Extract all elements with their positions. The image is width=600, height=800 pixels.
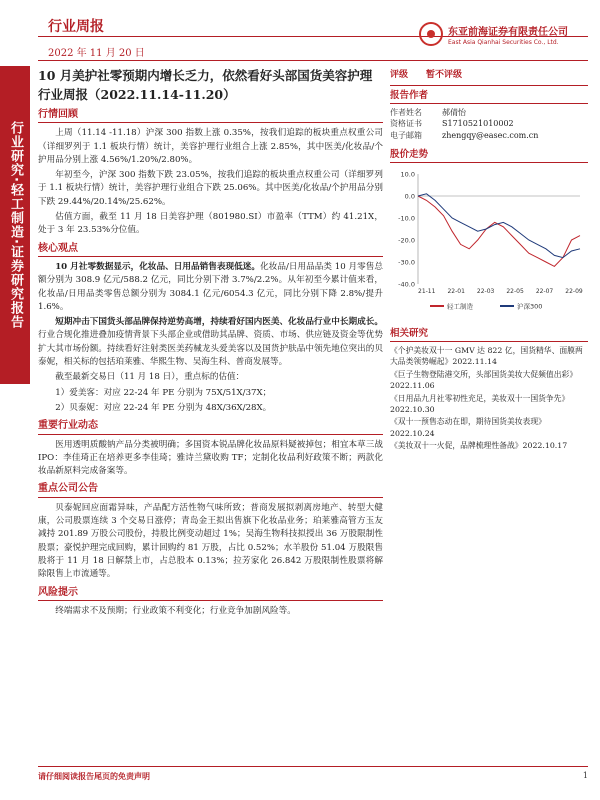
analyst-row: [390, 107, 588, 119]
paragraph-text: 行业合规化推进叠加疫情背景下头部企业或借助其品牌、资质、市场、供应链及资金等优势扩大其市场份额。持续看好注射类医美药械龙头爱美客以及国货护肤品中领先地位突出的贝泰妮，相关标的包括珀莱雅、华熙生物、吴海生科、普商发展等。: [38, 330, 383, 368]
chart-heading: 股价走势: [390, 145, 588, 163]
paragraph-text: 终端需求不及预期；行业政策不利变化；行业竞争加剧风险等。: [55, 605, 296, 616]
disclaimer-note: 请仔细阅读报告尾页的免责声明: [38, 772, 150, 781]
related-item[interactable]: 《巨子生物登陆港交所，头部国货美妆大促频值出彩》2022.11.06: [390, 369, 578, 391]
paragraph: [38, 371, 383, 384]
related-item[interactable]: 《美妆双十一火促，品牌梳理性备战》2022.10.17: [390, 441, 568, 451]
paragraph: [38, 169, 383, 209]
analyst-value: 郝倩怡: [442, 107, 466, 117]
paragraph: [38, 127, 383, 167]
paragraph: [38, 316, 383, 369]
analyst-key: 作者姓名: [390, 107, 422, 117]
stock-chart: [390, 166, 588, 318]
analyst-row: [390, 130, 588, 142]
paragraph-text: 上周（11.14 -11.18）沪深 300 指数上涨 0.35%，按我们追踪的板块重点权重公司（详细罗列于 1.1 板块行情）统计，美容护理行业组合上涨 2.85%，其中医美/化妆品/个护用品分别上涨 4.56%/1.20%/2.80%。: [38, 128, 383, 165]
report-date: 2022 年 11 月 20 日: [48, 48, 145, 59]
paragraph: [38, 605, 383, 618]
analyst-key: 电子邮箱: [390, 130, 422, 140]
y-tick-label: 10.0: [400, 170, 415, 179]
sidebar-banner: 行业研究·轻工制造·证券研究报告: [0, 66, 30, 384]
x-tick-label: 22-01: [447, 288, 465, 296]
related-heading: 相关研究: [390, 324, 588, 342]
legend-label: 沪深300: [517, 302, 543, 311]
section-heading: 风险提示: [38, 586, 383, 601]
related-item[interactable]: 《日用品九月社零初性充足，美妆双十一国货争先》2022.10.30: [390, 393, 570, 414]
section-heading: 重点公司公告: [38, 482, 383, 497]
analyst-heading: 报告作者: [390, 86, 588, 104]
x-tick-label: 22-03: [476, 288, 495, 296]
report-category: 行业周报: [48, 19, 104, 35]
paragraph-text: 截至最新交易日（11 月 18 日），重点标的估值：: [55, 372, 245, 383]
analyst-info: [390, 107, 588, 142]
stock-chart-svg: [390, 166, 588, 318]
report-title: 10 月美护社零预期内增长乏力，依然看好头部国货美容护理行业周报（2022.11.14-11.20）: [38, 68, 373, 102]
paragraph-text: 贝泰妮回应面霜异味，产品配方活性物气味所致；普商发展拟剥离房地产、转型大健康，公司股票连续 3 个交易日涨停；青岛金王拟出售旗下化妆品业务；珀莱雅高管方玉友减持 201.89 万股公司股份，持股比例变动超过 1%；吴海生物科技拟授出 36 万股限制性股票；豪悦护理完成回购，累计回购约 81 万股，占比 0.52%；水羊股份 51.04 万股限售股将于 11 月 18 日解禁上市，占总股本 0.13%；拉芳家化 26.842 万股限制性股票将解除限售上市流通等。: [38, 502, 383, 580]
paragraph-lead: 短期冲击下国货头部品牌保持逆势高增，持续看好国内医美、化妆品行业中长期成长。: [55, 317, 383, 328]
related-list: [390, 345, 588, 452]
y-tick-label: -40.0: [398, 280, 415, 289]
rating-label: 评级: [390, 70, 409, 80]
paragraph-text: 1）爱美客：对应 22-24 年 PE 分别为 75X/51X/37X；: [55, 387, 272, 398]
paragraph-text: 年初至今，沪深 300 指数下跌 23.05%，按我们追踪的板块重点权重公司（详细罗列于 1.1 板块行情）统计，美容护理行业组合下跌 25.06%。其中医美/化妆品/个护用品分别下跌 29.44%/20.14%/25.62%。: [38, 170, 383, 207]
analyst-value: S1710521010002: [442, 119, 514, 129]
paragraph: [38, 387, 383, 400]
analyst-key: 资格证书: [390, 119, 422, 129]
paragraph-text: 医用透明质酸钠产品分类被明确；多国资本锐品牌化妆品原料疑被掉包；相宜本草三战 IPO：李佳琦正在培养更多李佳琦；雅诗兰黛收购 TF；定制化妆品利好政策不断；两款化妆品新原料完成备案等。: [38, 439, 383, 477]
paragraph-text: 估值方面，截至 11 月 18 日美容护理（801980.SI）市盈率（TTM）约 41.21X，处于 3 年 23.53%分位值。: [38, 212, 383, 236]
paragraph: [38, 502, 383, 582]
rating-value: 暂不评级: [426, 70, 463, 80]
x-tick-label: 22-09: [565, 288, 583, 296]
y-tick-label: 0.0: [404, 192, 415, 201]
paragraph-lead: 10 月社零数据显示，化妆品、日用品销售表现低迷。: [55, 261, 261, 272]
paragraph: [38, 439, 383, 479]
legend-label: 轻工制造: [447, 302, 473, 311]
related-item[interactable]: 《个护美妆双十一 GMV 达 822 亿，国货精华、面膜两大品类领势崛起》2022.11.14: [390, 345, 583, 367]
header-divider-bottom: [38, 60, 588, 61]
main-column: [38, 66, 383, 620]
x-tick-label: 22-07: [535, 288, 554, 296]
page-header: [12, 0, 588, 64]
paragraph-text: 2）贝泰妮：对应 22-24 年 PE 分别为 48X/36X/28X。: [55, 402, 272, 413]
paragraph-text: 化妆品/日用品品类 10 月零售总额分别为 308.9 亿元/588.2 亿元，同比分别下滑 3.7%/2.2%。从年初至今累计值来看，化妆品/日用品类零售总额分别为 3084.1 亿元/6054.3 亿元，同比分别下降 2.8%/提升 1.6%。: [38, 261, 384, 312]
y-tick-label: -10.0: [398, 214, 415, 223]
analyst-row: [390, 118, 588, 130]
paragraph: [38, 402, 383, 415]
x-tick-label: 21-11: [418, 288, 436, 296]
rating-bar: [390, 66, 588, 86]
paragraph: [38, 261, 383, 314]
y-tick-label: -30.0: [398, 258, 415, 267]
section-heading: 行情回顾: [38, 108, 383, 123]
company-name-en: East Asia Qianhai Securities Co., Ltd.: [448, 38, 559, 46]
logo-seal-icon: [419, 22, 443, 46]
company-logo: [419, 22, 568, 46]
analyst-value[interactable]: zhengqy@easec.com.cn: [442, 130, 539, 140]
page-number: 1: [582, 771, 588, 780]
section-heading: 重要行业动态: [38, 419, 383, 434]
y-tick-label: -20.0: [398, 236, 415, 245]
page-footer: [38, 766, 588, 782]
company-name-cn: 东亚前海证券有限责任公司: [448, 26, 568, 38]
sections-container: [38, 108, 383, 618]
paragraph: [38, 211, 383, 238]
series-line-1: [418, 194, 580, 258]
related-item[interactable]: 《双十一预售态动在即，期待国货美妆表现》2022.10.24: [390, 417, 546, 438]
section-heading: 核心观点: [38, 242, 383, 257]
x-tick-label: 22-05: [506, 288, 524, 296]
right-column: [390, 66, 588, 453]
